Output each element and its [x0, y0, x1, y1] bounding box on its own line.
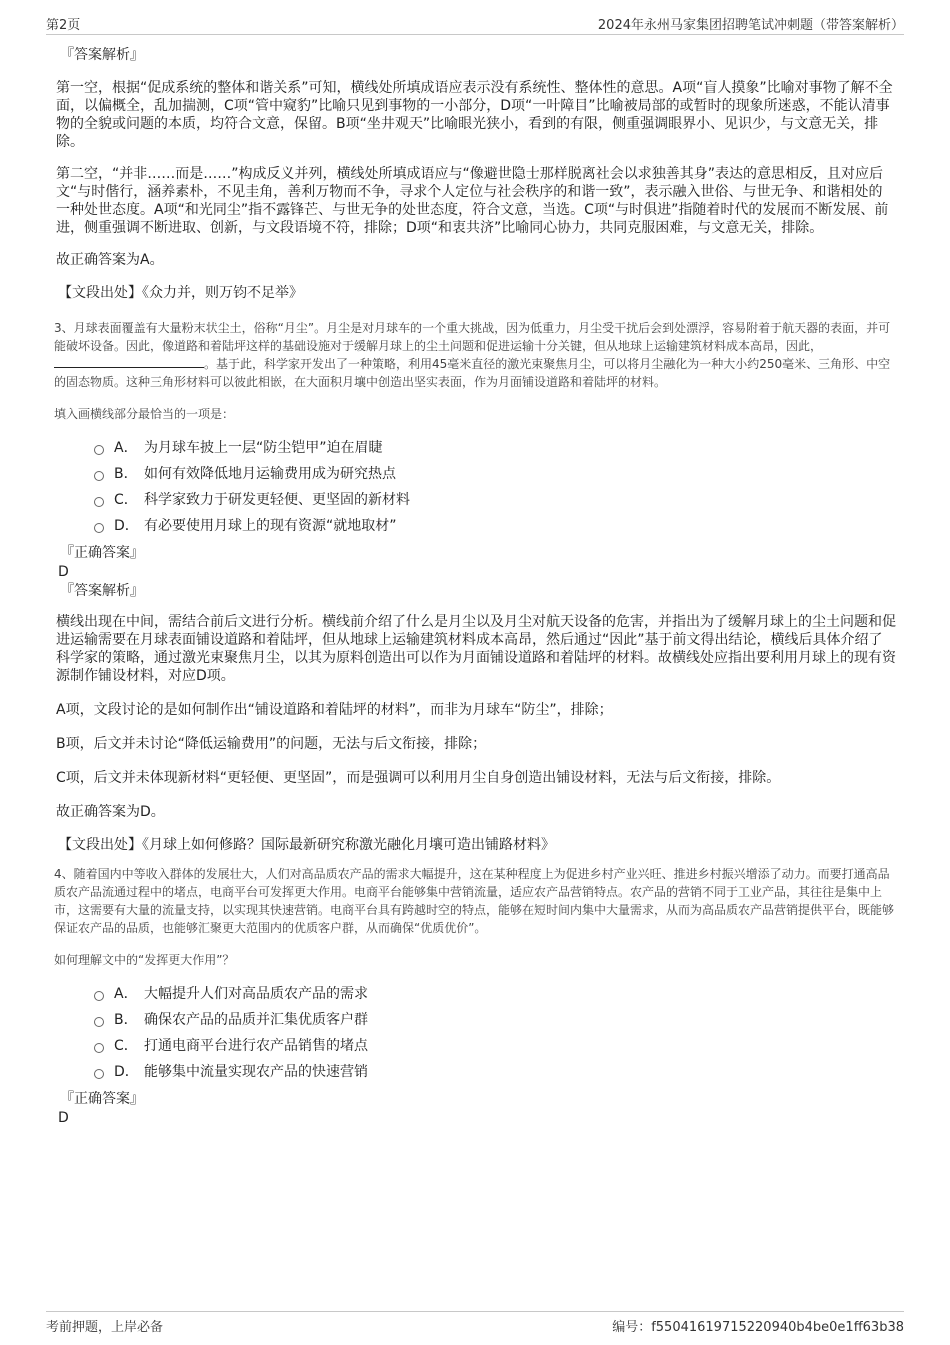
option-d[interactable] [94, 1059, 896, 1085]
option-d[interactable] [94, 513, 896, 539]
option-text: 如何有效降低地月运输费用成为研究热点 [144, 465, 396, 482]
options-list [94, 981, 896, 1085]
option-letter: A． [114, 985, 138, 1002]
correct-answer: D [58, 564, 69, 580]
radio-icon[interactable] [94, 1017, 104, 1027]
document-title: 2024年永州马家集团招聘笔试冲刺题（带答案解析） [597, 18, 904, 33]
analysis-paragraph: 第一空，根据“促成系统的整体和谐关系”可知，横线处所填成语应表示没有系统性、整体性的意思。A项“盲人摸象”比喻对事物了解不全面，以偏概全，乱加揣测，C项“管中窥豹”比喻只见到事物的一小部分，D项“一叶障目”比喻被局部的或暂时的现象所迷惑，不能认清事物的全貌或问题的本质，均符合文意，保留。B项“坐井观天”比喻眼光狭小，看到的有限，侧重强调眼界小、见识少，与文意无关，排除。 [56, 80, 893, 150]
radio-icon[interactable] [94, 1069, 104, 1079]
option-letter: C． [114, 491, 138, 508]
question-prompt: 填入画横线部分最恰当的一项是： [54, 407, 235, 421]
analysis-paragraph: A项，文段讨论的是如何制作出“铺设道路和着陆坪的材料”，而非为月球车“防尘”，排除； [56, 702, 613, 718]
option-text: 打通电商平台进行农产品销售的堵点 [144, 1037, 368, 1054]
radio-icon[interactable] [94, 497, 104, 507]
option-text: 科学家致力于研发更轻便、更坚固的新材料 [144, 491, 410, 508]
option-letter: D． [114, 1063, 139, 1080]
option-a[interactable] [94, 981, 896, 1007]
analysis-label: 『答案解析』 [60, 47, 144, 63]
radio-icon[interactable] [94, 471, 104, 481]
option-b[interactable] [94, 461, 896, 487]
option-text: 大幅提升人们对高品质农产品的需求 [144, 985, 368, 1002]
page-header [46, 12, 904, 35]
fill-blank [54, 355, 204, 368]
answer-label: 『正确答案』 [60, 1091, 144, 1107]
analysis-paragraph: B项，后文并未讨论“降低运输费用”的问题，无法与后文衔接，排除； [56, 736, 487, 752]
analysis-paragraph: 第二空，“并非……而是……”构成反义并列，横线处所填成语应与“像避世隐士那样脱离社会以求独善其身”表达的意思相反，且对应后文“与时偕行，涵养素朴，不见圭角，善利万物而不争，寻求个人定位与社会秩序的和谐一致”，表示融入世俗、与世无争、和谐相处的一种处世态度。A项“和光同尘”指不露锋芒、与世无争的处世态度，符合文意，当选。C项“与时俱进”指随着时代的发展而不断发展、前进，侧重强调不断进取、创新，与文段语境不符，排除；D项“和衷共济”比喻同心协力，共同克服困难，与文意无关，排除。 [56, 166, 889, 236]
option-text: 有必要使用月球上的现有资源“就地取材” [144, 517, 397, 534]
question-prompt: 如何理解文中的“发挥更大作用”？ [54, 953, 235, 967]
option-letter: B． [114, 465, 138, 482]
question-stem: 4、随着国内中等收入群体的发展壮大，人们对高品质农产品的需求大幅提升，这在某种程度上为促进乡村产业兴旺、推进乡村振兴增添了动力。而要打通高品质农产品流通过程中的堵点，电商平台可发挥更大作用。电商平台能够集中营销流量，适应农产品营销特点。农产品的营销不同于工业产品，其往往是集中上市，这需要有大量的流量支持，以实现其快速营销。电商平台具有跨越时空的特点，能够在短时间内集中大量需求，从而为高品质农产品营销提供平台，既能够保证农产品的品质，也能够汇聚更大范围内的优质客户群，从而确保“优质优价”。 [54, 867, 895, 935]
option-text: 能够集中流量实现农产品的快速营销 [144, 1063, 368, 1080]
radio-icon[interactable] [94, 1043, 104, 1053]
option-text: 确保农产品的品质并汇集优质客户群 [144, 1011, 368, 1028]
page-number: 第2页 [46, 18, 81, 33]
options-list [94, 435, 896, 539]
page-footer [46, 1311, 904, 1336]
radio-icon[interactable] [94, 445, 104, 455]
document-body [56, 45, 896, 1127]
analysis-paragraph: 横线出现在中间，需结合前后文进行分析。横线前介绍了什么是月尘以及月尘对航天设备的危害，并指出为了缓解月球上的尘土问题和促进运输需要在月球表面铺设道路和着陆坪，但从地球上运输建筑材料成本高昂，然后通过“因此”基于前文得出结论，横线后具体介绍了科学家的策略，通过激光束聚焦月尘，以其为原料创造出可以作为月面铺设道路和着陆坪的材料。故横线处应指出要利用月球上的现有资源制作铺设材料，对应D项。 [56, 614, 896, 684]
option-letter: A． [114, 439, 138, 456]
conclusion: 故正确答案为D。 [56, 804, 165, 820]
option-c[interactable] [94, 1033, 896, 1059]
source-citation: 【文段出处】《众力并，则万钧不足举》 [58, 285, 303, 301]
radio-icon[interactable] [94, 523, 104, 533]
option-c[interactable] [94, 487, 896, 513]
document-id: 编号：f55041619715220940b4be0e1ff63b38 [612, 1320, 904, 1335]
question-stem [54, 319, 896, 391]
option-text: 为月球车披上一层“防尘铠甲”迫在眉睫 [144, 439, 383, 456]
option-letter: D． [114, 517, 139, 534]
correct-answer: D [58, 1110, 69, 1126]
option-a[interactable] [94, 435, 896, 461]
footer-slogan: 考前押题，上岸必备 [46, 1320, 164, 1335]
analysis-paragraph: C项，后文并未体现新材料“更轻便、更坚固”，而是强调可以利用月尘自身创造出铺设材料，无法与后文衔接，排除。 [56, 770, 781, 786]
option-b[interactable] [94, 1007, 896, 1033]
answer-label: 『正确答案』 [60, 545, 144, 561]
radio-icon[interactable] [94, 991, 104, 1001]
analysis-label: 『答案解析』 [60, 583, 144, 599]
option-letter: B． [114, 1011, 138, 1028]
question-stem-part: 。基于此，科学家开发出了一种策略，利用45毫米直径的激光束聚焦月尘，可以将月尘融化为一种大小约250毫米、三角形、中空的固态物质。这种三角形材料可以彼此相嵌，在大面积月壤中创造出坚实表面，作为月面铺设道路和着陆坪的材料。 [54, 357, 891, 389]
source-citation: 【文段出处】《月球上如何修路？国际最新研究称激光融化月壤可造出铺路材料》 [58, 837, 555, 853]
option-letter: C． [114, 1037, 138, 1054]
question-stem-part: 3、月球表面覆盖有大量粉末状尘土，俗称“月尘”。月尘是对月球车的一个重大挑战，因为低重力，月尘受干扰后会到处漂浮，容易附着于航天器的表面，并可能破坏设备。因此，像道路和着陆坪这样的基础设施对于缓解月球上的尘土问题和促进运输十分关键，但从地球上运输建筑材料成本高昂，因此， [54, 321, 891, 353]
conclusion: 故正确答案为A。 [56, 252, 164, 268]
